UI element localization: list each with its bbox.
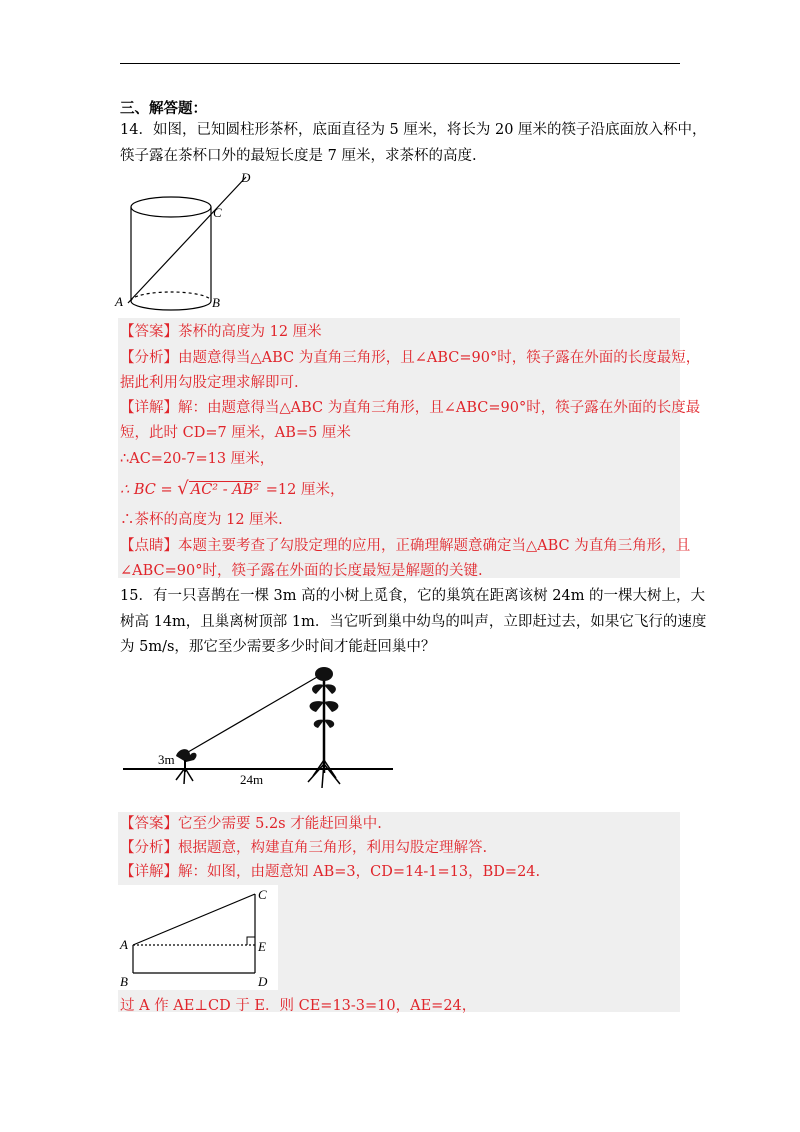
q15-detail-1: 【详解】解：如图，由题意知 AB=3，CD=14-1=13，BD=24.: [120, 864, 541, 880]
q14-detail-4-radicand: AC² - AB²: [190, 482, 260, 498]
fig-label-b: B: [212, 295, 220, 310]
q14-detail-1: 【详解】解：由题意得当△ABC 为直角三角形，且∠ABC=90°时，筷子露在外面的长度最: [120, 400, 701, 416]
right-triangle-figure: [118, 885, 278, 990]
q15-text-line1: 15．有一只喜鹊在一棵 3m 高的小树上觅食，它的巢筑在距离该树 24m 的一棵大树上，大: [120, 588, 706, 604]
fig2-label-b: B: [120, 974, 128, 989]
q15-answer: 【答案】它至少需要 5.2s 才能赶回巢中.: [120, 816, 382, 832]
q14-detail-3: ∴AC=20-7=13 厘米，: [120, 451, 275, 467]
q14-text-line1: 14．如图，已知圆柱形茶杯，底面直径为 5 厘米，将长为 20 厘米的筷子沿底面放入杯中，: [120, 122, 707, 138]
q15-analysis: 【分析】根据题意，构建直角三角形，利用勾股定理解答.: [120, 840, 488, 856]
fig-label-3m: 3m: [158, 752, 175, 767]
fig2-label-e: E: [258, 939, 266, 954]
q14-comment-1: 【点睛】本题主要考查了勾股定理的应用，正确理解题意确定当△ABC 为直角三角形，且: [120, 538, 691, 554]
fig-label-c: C: [213, 205, 222, 220]
q14-comment-2: ∠ABC=90°时，筷子露在外面的长度最短是解题的关键.: [120, 563, 483, 579]
q14-detail-2: 短，此时 CD=7 厘米，AB=5 厘米: [120, 425, 351, 441]
tree-bird-figure: [118, 660, 398, 795]
q14-answer: 【答案】茶杯的高度为 12 厘米: [120, 324, 322, 340]
fig2-label-c: C: [258, 887, 267, 902]
q14-analysis-1: 【分析】由题意得当△ABC 为直角三角形，且∠ABC=90°时，筷子露在外面的长度最短，: [120, 350, 701, 366]
header-rule: [120, 63, 680, 64]
q14-text-line2: 筷子露在茶杯口外的最短长度是 7 厘米，求茶杯的高度.: [120, 148, 477, 164]
small-tree-icon: [176, 749, 197, 762]
q14-detail-4-prefix: ∴ BC =: [120, 482, 178, 498]
fig-label-d: D: [241, 170, 251, 185]
q14-detail-4: [120, 479, 344, 500]
q15-detail-2: 过 A 作 AE⊥CD 于 E．则 CE=13-3=10，AE=24，: [120, 998, 477, 1014]
fig-label-24m: 24m: [240, 772, 264, 787]
fig2-label-d: D: [258, 974, 268, 989]
q15-text-line2: 树高 14m，且巢离树顶部 1m．当它听到巢中幼鸟的叫声，立即赶过去，如果它飞行的速度: [120, 614, 707, 630]
q14-detail-4-suffix: =12 厘米，: [261, 482, 345, 498]
cylinder-cup-figure: [110, 170, 270, 315]
q15-text-line3: 为 5m/s，那它至少需要多少时间才能赶回巢中？: [120, 639, 436, 655]
fig-label-a: A: [115, 294, 123, 309]
sqrt-sign: √: [177, 478, 189, 499]
q14-analysis-2: 据此利用勾股定理求解即可.: [120, 375, 299, 391]
fig2-label-a: A: [120, 937, 128, 952]
section-title: 三、解答题：: [120, 100, 207, 117]
q14-detail-5: ∴茶杯的高度为 12 厘米.: [120, 512, 283, 528]
